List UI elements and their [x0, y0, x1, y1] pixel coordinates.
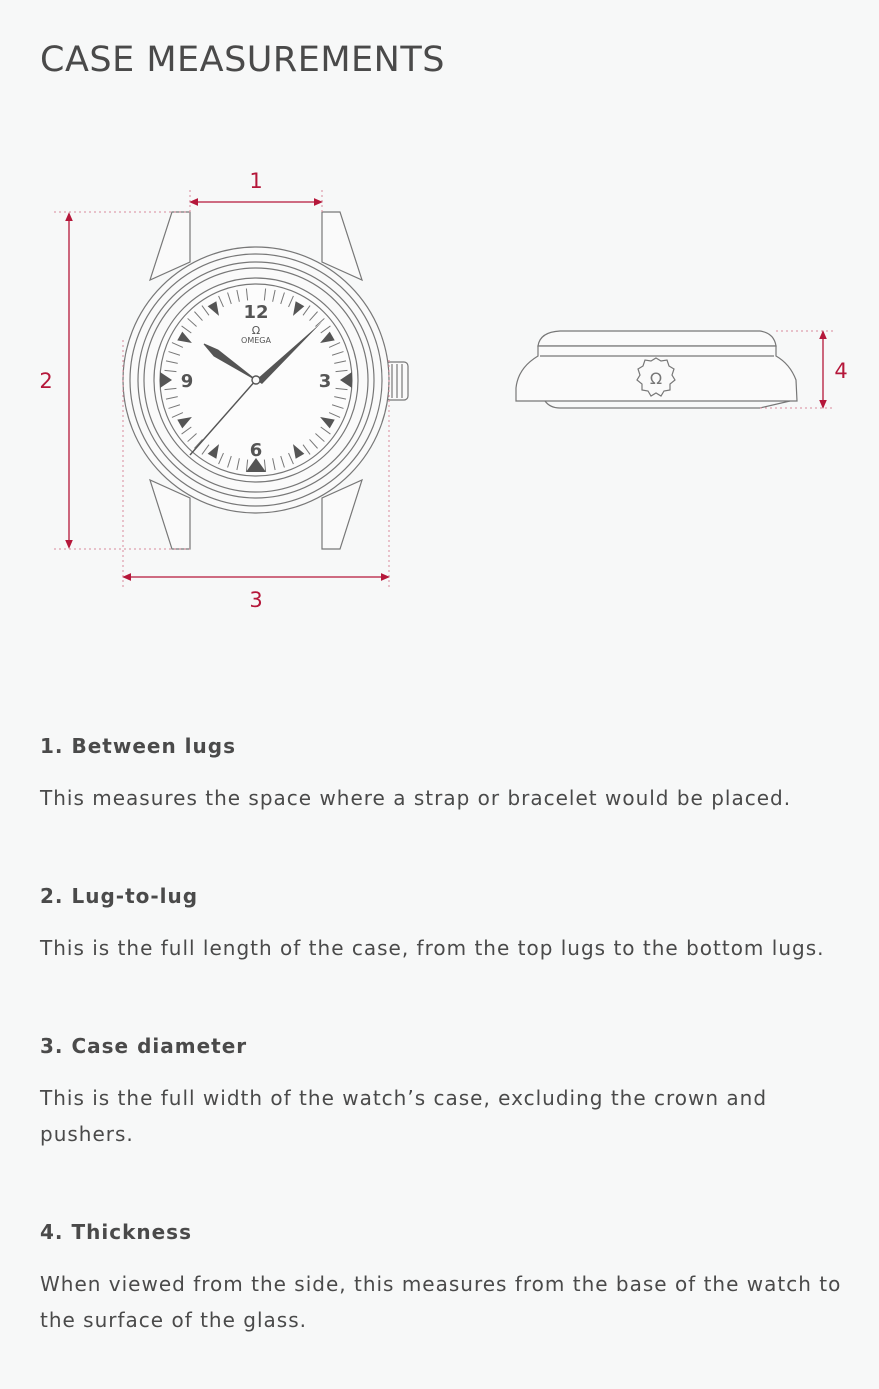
- measurement-heading: 4. Thickness: [40, 1220, 192, 1244]
- measurement-description: This is the full width of the watch’s case, excluding the crown and pushers.: [40, 1086, 768, 1146]
- marker-1: 1: [249, 169, 263, 193]
- marker-2: 2: [39, 369, 53, 393]
- measurement-description: This measures the space where a strap or bracelet would be placed.: [40, 786, 792, 810]
- measurements-list: [40, 730, 850, 1338]
- side-omega-icon: Ω: [649, 369, 663, 388]
- watch-measurement-diagram: [0, 150, 879, 630]
- measurement-heading: 1. Between lugs: [40, 734, 236, 758]
- measurement-description: When viewed from the side, this measures from the base of the watch to the surface of the glass.: [40, 1272, 842, 1332]
- omega-symbol-icon: Ω: [251, 324, 261, 337]
- measurement-heading: 3. Case diameter: [40, 1034, 248, 1058]
- marker-3: 3: [249, 588, 263, 612]
- side-glass: [538, 331, 776, 346]
- measurement-description: This is the full length of the case, from the top lugs to the bottom lugs.: [40, 936, 825, 960]
- numeral-6: 6: [249, 440, 263, 461]
- measurement-thickness: [40, 1216, 850, 1338]
- numeral-9: 9: [180, 371, 194, 392]
- page-title: CASE MEASUREMENTS: [40, 40, 445, 80]
- dial-brand: OMEGA: [241, 336, 271, 345]
- measurement-case-diameter: [40, 1030, 850, 1152]
- numeral-3: 3: [318, 371, 332, 392]
- measurement-between-lugs: [40, 730, 850, 816]
- numeral-12: 12: [243, 302, 269, 323]
- watch-side-view: [516, 331, 797, 408]
- measurement-lug-to-lug: [40, 880, 850, 966]
- measurement-heading: 2. Lug-to-lug: [40, 884, 199, 908]
- marker-4: 4: [834, 359, 848, 383]
